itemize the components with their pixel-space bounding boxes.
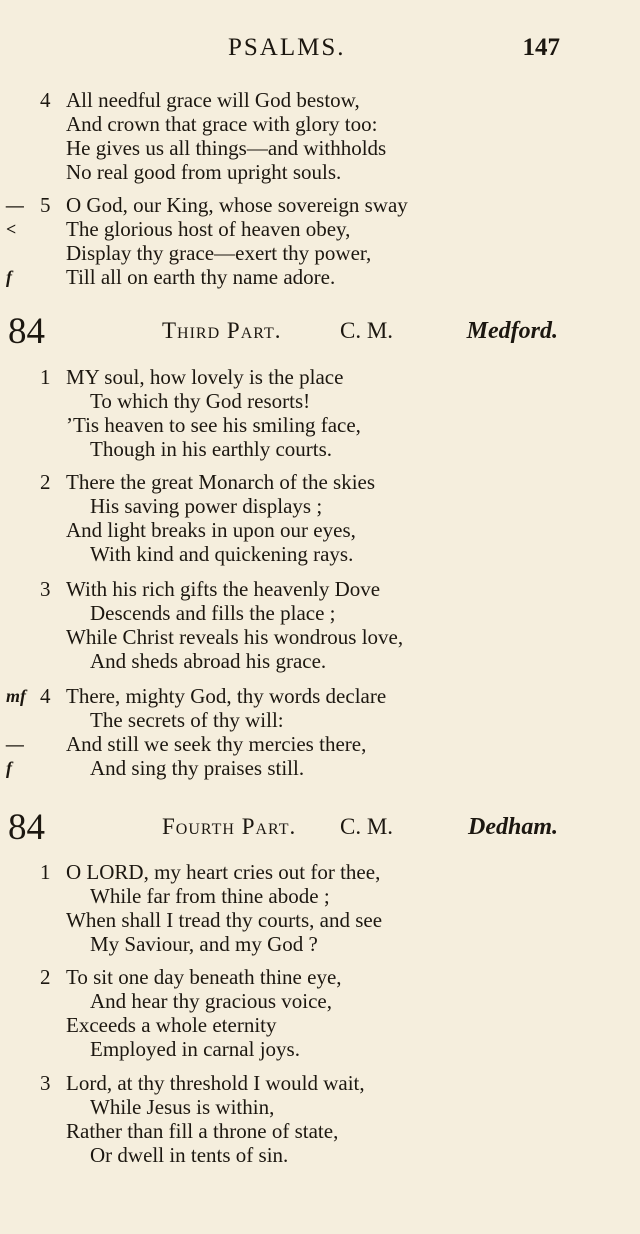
verse-line	[0, 756, 640, 780]
verse-line	[0, 860, 640, 884]
running-title: PSALMS.	[228, 34, 346, 61]
dynamic-mark: —	[6, 734, 24, 754]
line-text: Employed in carnal joys.	[90, 1037, 300, 1061]
line-text: Or dwell in tents of sin.	[90, 1143, 289, 1167]
verse-line	[0, 684, 640, 708]
meter-label: C. M.	[340, 814, 394, 839]
line-text: With his rich gifts the heavenly Dove	[66, 577, 381, 601]
tune-name: Medford.	[466, 318, 558, 344]
line-text: While Jesus is within,	[90, 1095, 275, 1119]
line-text: While Christ reveals his wondrous love,	[66, 625, 404, 649]
verse-line	[0, 542, 640, 566]
psalm-number: 84	[8, 311, 45, 352]
hymn-header	[0, 808, 640, 858]
verse-line	[0, 193, 640, 217]
stanza	[0, 193, 640, 289]
verse-line	[0, 437, 640, 461]
verse-line	[0, 494, 640, 518]
line-text: His saving power displays ;	[90, 494, 323, 518]
line-text: To which thy God resorts!	[90, 389, 311, 413]
verse-line	[0, 1143, 640, 1167]
verse-line	[0, 241, 640, 265]
line-text: And crown that grace with glory too:	[66, 112, 378, 136]
line-text: Descends and fills the place ;	[90, 601, 336, 625]
line-text: There, mighty God, thy words declare	[66, 684, 387, 708]
dynamic-mark: <	[6, 219, 17, 239]
line-text: Though in his earthly courts.	[90, 437, 333, 461]
verse-line	[0, 389, 640, 413]
line-text: To sit one day beneath thine eye,	[66, 965, 342, 989]
stanza	[0, 577, 640, 673]
line-text: Rather than fill a throne of state,	[66, 1119, 339, 1143]
stanza	[0, 1071, 640, 1167]
stanza	[0, 88, 640, 184]
verse-line	[0, 217, 640, 241]
verse-line	[0, 365, 640, 389]
verse-line	[0, 908, 640, 932]
line-text: No real good from upright souls.	[66, 160, 342, 184]
line-text: MY soul, how lovely is the place	[66, 365, 344, 389]
verse-line	[0, 265, 640, 289]
verse-line	[0, 160, 640, 184]
line-text: The secrets of thy will:	[90, 708, 284, 732]
line-text: While far from thine abode ;	[90, 884, 330, 908]
verse-number: 2	[40, 470, 51, 494]
verse-number: 1	[40, 860, 51, 884]
verse-number: 4	[40, 88, 51, 112]
verse-line	[0, 1095, 640, 1119]
line-text: He gives us all things—and withholds	[66, 136, 387, 160]
part-label: Fourth Part.	[162, 814, 297, 839]
line-text: O LORD, my heart cries out for thee,	[66, 860, 381, 884]
stanza	[0, 860, 640, 956]
line-text: With kind and quickening rays.	[90, 542, 354, 566]
verse-line	[0, 413, 640, 437]
line-text: And still we seek thy mercies there,	[66, 732, 367, 756]
verse-line	[0, 112, 640, 136]
line-text: Till all on earth thy name adore.	[66, 265, 336, 289]
verse-line	[0, 965, 640, 989]
verse-number: 2	[40, 965, 51, 989]
dynamic-mark: f	[6, 267, 12, 287]
line-text: My Saviour, and my God ?	[90, 932, 318, 956]
verse-line	[0, 1119, 640, 1143]
running-head	[0, 34, 640, 68]
verse-number: 5	[40, 193, 51, 217]
verse-line	[0, 88, 640, 112]
line-text: O God, our King, whose sovereign sway	[66, 193, 408, 217]
stanza	[0, 965, 640, 1061]
dynamic-mark: f	[6, 758, 12, 778]
line-text: All needful grace will God bestow,	[66, 88, 360, 112]
verse-line	[0, 1071, 640, 1095]
stanza	[0, 365, 640, 461]
verse-line	[0, 470, 640, 494]
verse-line	[0, 989, 640, 1013]
hymn-header	[0, 312, 640, 362]
verse-line	[0, 518, 640, 542]
dynamic-mark: mf	[6, 686, 26, 706]
verse-line	[0, 577, 640, 601]
tune-name: Dedham.	[468, 814, 558, 840]
verse-line	[0, 732, 640, 756]
line-text: And hear thy gracious voice,	[90, 989, 333, 1013]
verse-line	[0, 932, 640, 956]
line-text: And sing thy praises still.	[90, 756, 305, 780]
verse-number: 3	[40, 577, 51, 601]
verse-line	[0, 649, 640, 673]
line-text: The glorious host of heaven obey,	[66, 217, 351, 241]
verse-line	[0, 1037, 640, 1061]
line-text: And sheds abroad his grace.	[90, 649, 327, 673]
verse-line	[0, 601, 640, 625]
verse-number: 1	[40, 365, 51, 389]
verse-number: 4	[40, 684, 51, 708]
line-text: When shall I tread thy courts, and see	[66, 908, 383, 932]
verse-line	[0, 136, 640, 160]
verse-line	[0, 708, 640, 732]
line-text: There the great Monarch of the skies	[66, 470, 376, 494]
part-label: Third Part.	[162, 318, 282, 343]
verse-line	[0, 884, 640, 908]
meter-label: C. M.	[340, 318, 394, 343]
verse-line	[0, 625, 640, 649]
verse-line	[0, 1013, 640, 1037]
psalm-number: 84	[8, 807, 45, 848]
line-text: ’Tis heaven to see his smiling face,	[66, 413, 361, 437]
line-text: Lord, at thy threshold I would wait,	[66, 1071, 365, 1095]
stanza	[0, 684, 640, 780]
dynamic-mark: —	[6, 195, 24, 215]
line-text: Display thy grace—exert thy power,	[66, 241, 372, 265]
stanza	[0, 470, 640, 566]
verse-number: 3	[40, 1071, 51, 1095]
line-text: And light breaks in upon our eyes,	[66, 518, 356, 542]
page-number: 147	[522, 34, 560, 61]
line-text: Exceeds a whole eternity	[66, 1013, 277, 1037]
